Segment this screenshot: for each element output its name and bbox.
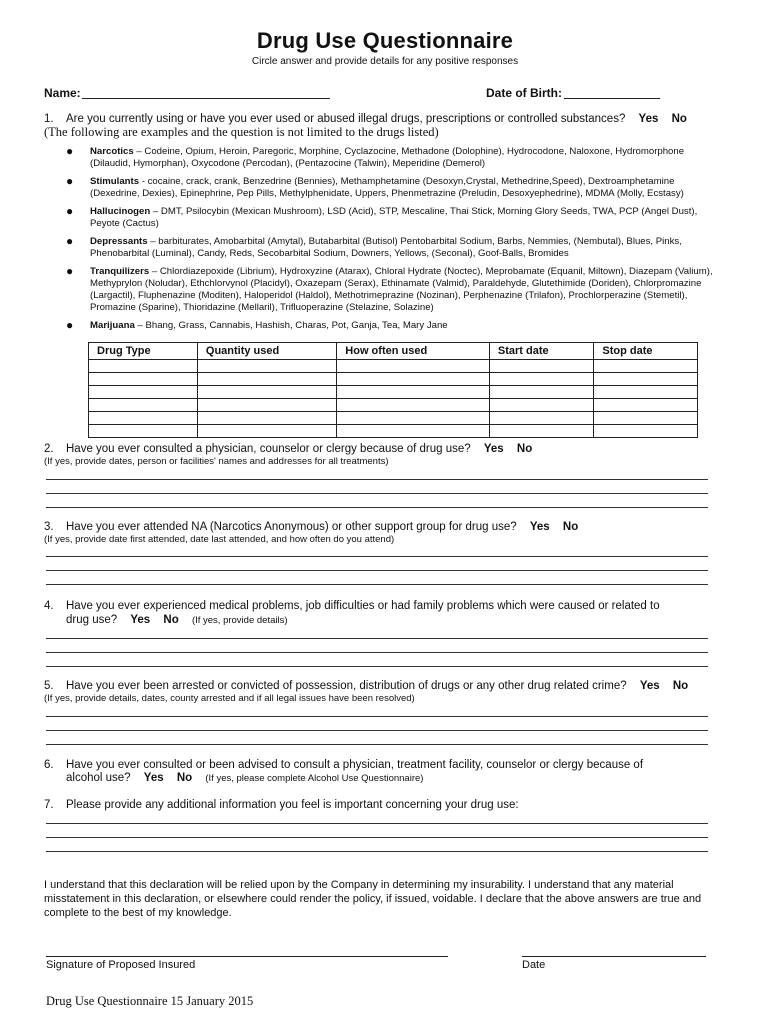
bullet-icon: ●	[66, 264, 74, 278]
list-item	[62, 266, 722, 314]
table-row	[89, 399, 698, 412]
bullet-icon: ●	[66, 204, 74, 218]
answer-line[interactable]	[46, 652, 708, 653]
question-7	[44, 798, 519, 812]
category-desc: – Bhang, Grass, Cannabis, Hashish, Charas, Pot, Ganja, Tea, Mary Jane	[134, 320, 448, 331]
question-4-note: (If yes, provide details)	[191, 615, 288, 626]
table-cell[interactable]	[489, 399, 594, 412]
table-cell[interactable]	[489, 373, 594, 386]
column-header: Quantity used	[197, 343, 336, 360]
table-cell[interactable]	[337, 412, 490, 425]
table-cell[interactable]	[594, 360, 698, 373]
category-name: Hallucinogen	[90, 206, 151, 217]
answer-line[interactable]	[46, 638, 708, 639]
question-number: 2.	[44, 443, 54, 455]
bullet-icon: ●	[66, 318, 74, 332]
table-cell[interactable]	[89, 399, 198, 412]
table-cell[interactable]	[594, 425, 698, 438]
question-text: Have you ever been arrested or convicted of possession, distribution of drugs or any other drug related crime?	[66, 680, 627, 692]
answer-line[interactable]	[46, 666, 708, 667]
yes-option[interactable]: Yes	[130, 614, 151, 626]
question-text: alcohol use?	[66, 772, 131, 784]
drug-use-table	[88, 342, 698, 438]
table-row	[89, 373, 698, 386]
question-number: 7.	[44, 799, 54, 811]
question-text: drug use?	[66, 614, 118, 626]
question-text: Have you ever consulted a physician, counselor or clergy because of drug use?	[66, 443, 471, 455]
answer-line[interactable]	[46, 584, 708, 585]
answer-line[interactable]	[46, 851, 708, 852]
answer-line[interactable]	[46, 837, 708, 838]
table-cell[interactable]	[197, 425, 336, 438]
table-cell[interactable]	[197, 412, 336, 425]
question-4-cont	[66, 613, 288, 628]
category-name: Marijuana	[90, 320, 135, 331]
no-option[interactable]: No	[672, 680, 689, 692]
answer-line[interactable]	[46, 493, 708, 494]
question-text: Are you currently using or have you ever used or abused illegal drugs, prescriptions or controlled substances?	[66, 113, 626, 125]
dob-field[interactable]	[564, 98, 660, 99]
dob-label: Date of Birth:	[486, 86, 562, 100]
no-option[interactable]: No	[163, 614, 179, 626]
table-cell[interactable]	[197, 360, 336, 373]
footer-text: Drug Use Questionnaire 15 January 2015	[46, 994, 254, 1008]
table-cell[interactable]	[594, 399, 698, 412]
table-cell[interactable]	[489, 360, 594, 373]
table-cell[interactable]	[489, 425, 594, 438]
no-option[interactable]: No	[671, 113, 687, 125]
table-row	[89, 412, 698, 425]
name-label: Name:	[44, 86, 81, 100]
table-cell[interactable]	[89, 386, 198, 399]
answer-line[interactable]	[46, 730, 708, 731]
question-number: 6.	[44, 759, 54, 771]
table-row	[89, 386, 698, 399]
table-cell[interactable]	[594, 412, 698, 425]
table-cell[interactable]	[594, 386, 698, 399]
yes-option[interactable]: Yes	[529, 521, 550, 533]
list-item	[62, 176, 722, 200]
column-header: Drug Type	[89, 343, 198, 360]
table-cell[interactable]	[337, 360, 490, 373]
page-title: Drug Use Questionnaire	[256, 28, 514, 53]
table-cell[interactable]	[197, 373, 336, 386]
question-number: 4.	[44, 600, 54, 612]
answer-line[interactable]	[46, 823, 708, 824]
question-text: Have you ever experienced medical problems, job difficulties or had family problems which were caused or related to	[66, 600, 660, 612]
page-subtitle: Circle answer and provide details for any positive responses	[251, 56, 519, 67]
question-2	[44, 442, 532, 456]
table-cell[interactable]	[489, 386, 594, 399]
list-item	[62, 206, 722, 230]
table-cell[interactable]	[594, 373, 698, 386]
yes-option[interactable]: Yes	[483, 443, 504, 455]
table-cell[interactable]	[89, 412, 198, 425]
table-cell[interactable]	[489, 412, 594, 425]
signature-label: Signature of Proposed Insured	[46, 959, 196, 971]
question-6-cont	[66, 771, 423, 786]
table-cell[interactable]	[197, 399, 336, 412]
yes-option[interactable]: Yes	[143, 772, 164, 784]
category-name: Stimulants	[90, 176, 140, 187]
date-label: Date	[522, 959, 546, 971]
answer-line[interactable]	[46, 716, 708, 717]
category-desc: – barbiturates, Amobarbital (Amytal), Butabarbital (Butisol) Pentobarbital Sodium, Barbs, Nemmies, (Nembutal), Blues, Pinks, Phenobarbital (Luminal), Candy, Reds, Secobarbital Sodium, Downers, Yellows, (Seconal), Goof-Balls, Bromides	[90, 236, 682, 259]
date-field[interactable]	[522, 956, 706, 957]
table-row	[89, 425, 698, 438]
column-header: How often used	[337, 343, 490, 360]
yes-option[interactable]: Yes	[639, 680, 660, 692]
name-field[interactable]	[82, 98, 330, 99]
question-3-note: (If yes, provide date first attended, date last attended, and how often do you attend)	[44, 534, 395, 545]
table-cell[interactable]	[89, 425, 198, 438]
question-5	[44, 679, 754, 693]
column-header: Start date	[489, 343, 594, 360]
question-6	[44, 758, 744, 772]
table-row	[89, 360, 698, 373]
list-item	[62, 320, 722, 332]
bullet-icon: ●	[66, 174, 74, 188]
column-header: Stop date	[594, 343, 698, 360]
category-name: Depressants	[90, 236, 148, 247]
no-option[interactable]: No	[562, 521, 579, 533]
signature-field[interactable]	[46, 956, 448, 957]
table-cell[interactable]	[337, 399, 490, 412]
question-1	[44, 112, 744, 126]
table-cell[interactable]	[337, 373, 490, 386]
question-number: 1.	[44, 113, 54, 125]
question-text: Have you ever consulted or been advised to consult a physician, treatment facility, counselor or clergy because of	[66, 759, 644, 771]
no-option[interactable]: No	[176, 772, 193, 784]
bullet-icon: ●	[66, 234, 74, 248]
table-cell[interactable]	[337, 425, 490, 438]
answer-line[interactable]	[46, 744, 708, 745]
question-number: 5.	[44, 680, 54, 692]
table-cell[interactable]	[337, 386, 490, 399]
drug-category-list	[62, 146, 722, 338]
answer-line[interactable]	[46, 479, 708, 480]
list-item	[62, 146, 722, 170]
category-desc: – DMT, Psilocybin (Mexican Mushroom), LSD (Acid), STP, Mescaline, Thai Stick, Morning Glory Seeds, TWA, PCP (Angel Dust), Peyote (Cactus)	[90, 206, 698, 229]
table-cell[interactable]	[89, 360, 198, 373]
question-5-note: (If yes, provide details, dates, county arrested and if all legal issues have been resolved)	[44, 693, 415, 704]
question-2-note: (If yes, provide dates, person or facilities' names and addresses for all treatments)	[44, 456, 389, 467]
no-option[interactable]: No	[516, 443, 533, 455]
question-text: Have you ever attended NA (Narcotics Anonymous) or other support group for drug use?	[66, 521, 517, 533]
answer-line[interactable]	[46, 556, 708, 557]
table-header-row	[89, 343, 698, 360]
category-desc: – Chlordiazepoxide (Librium), Hydroxyzine (Atarax), Chloral Hydrate (Noctec), Meprobamate (Equanil, Miltown), Diazepam (Valium), Methyprylon (Noludar), Ethchlorvynol (Placidyl), Oxazepam (Serax), Ethinamate (Valmid), Paraldehyde, Glutethimide (Doriden), Chlorpromazine (Largactil), Fluphenazine (Moditen), Haloperidol (Haldol), Methotrimeprazine (Nozinan), Perphenazine (Trilafon), Prochlorperazine (Stemetil), Promazine (Sparine), Thioridazine (Mellaril), Trifluoperazine (Stelazine, Solazine)	[90, 266, 713, 313]
question-text: Please provide any additional information you feel is important concerning your drug use:	[66, 799, 519, 811]
list-item	[62, 236, 722, 260]
examples-note: (The following are examples and the question is not limited to the drugs listed)	[44, 125, 439, 139]
question-6-note: (If yes, please complete Alcohol Use Questionnaire)	[205, 773, 424, 784]
answer-line[interactable]	[46, 507, 708, 508]
table-cell[interactable]	[89, 373, 198, 386]
category-name: Tranquilizers	[90, 266, 150, 277]
bullet-icon: ●	[66, 144, 74, 158]
question-number: 3.	[44, 521, 54, 533]
question-3	[44, 520, 578, 534]
question-4	[44, 599, 744, 613]
yes-option[interactable]: Yes	[638, 113, 659, 125]
category-desc: – Codeine, Opium, Heroin, Paregoric, Morphine, Cyclazocine, Methadone (Dolophine), Hydrocodone, Naloxone, Hydromorphone (Dilaudid, Hymorphan), Oxycodone (Percodan), (Pentazocine (Talwin), Meperidine (Demerol)	[90, 146, 685, 169]
category-desc: - cocaine, crack, crank, Benzedrine (Bennies), Methamphetamine (Desoxyn,Crystal, Methedrine,Speed), Dextroamphetamine (Dexedrine, Dexies), Epinephrine, Pep Pills, Methylphenidate, Uppers, Phenmetrazine (Preludin, Desoxyephedrine), MDMA (Molly, Ecstasy)	[90, 176, 684, 199]
declaration-text: I understand that this declaration will be relied upon by the Company in determining my insurability. I understand that any material misstatement in this declaration, or elsewhere could render the policy, if issued, voidable. I declare that the above answers are true and complete to the best of my knowledge.	[44, 879, 702, 919]
table-cell[interactable]	[197, 386, 336, 399]
category-name: Narcotics	[90, 146, 134, 157]
answer-line[interactable]	[46, 570, 708, 571]
